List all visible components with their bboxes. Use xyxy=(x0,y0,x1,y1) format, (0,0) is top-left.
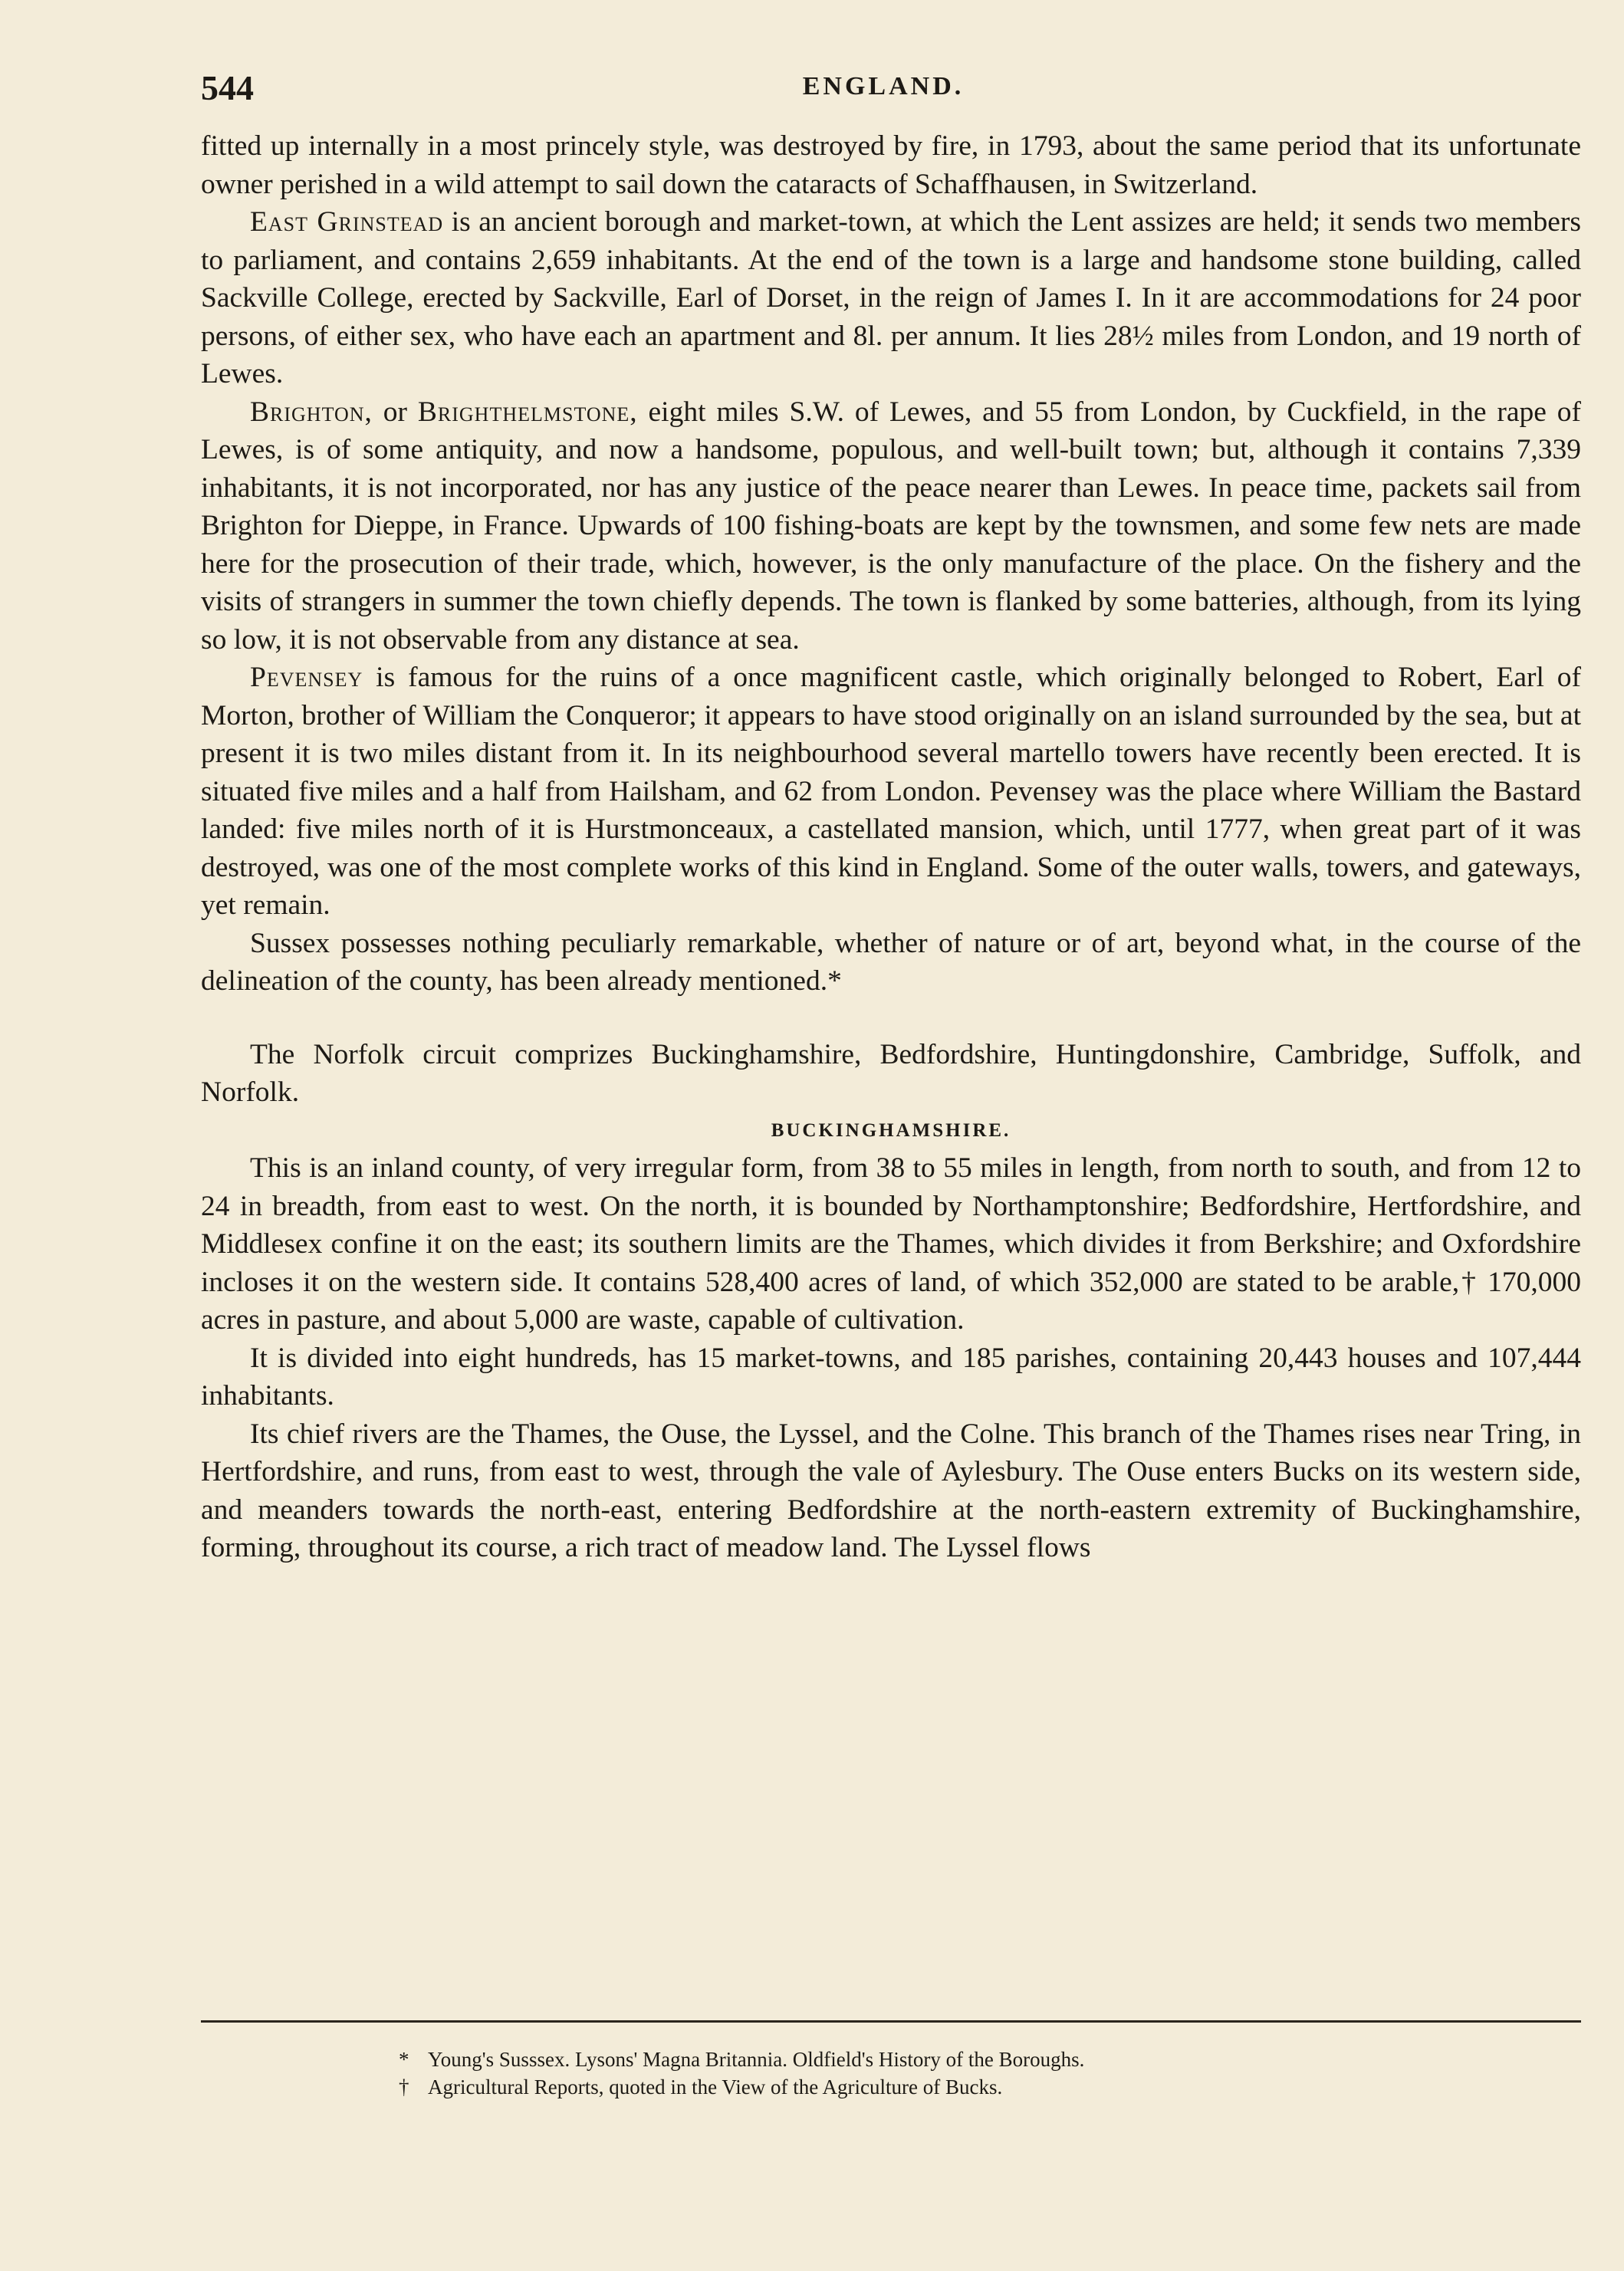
footnotes xyxy=(399,2046,1472,2101)
paragraph-east-grinstead xyxy=(201,203,1581,393)
footnote xyxy=(399,2046,1472,2073)
footnote-text: Young's Susssex. Lysons' Magna Britannia. Oldfield's History of the Boroughs. xyxy=(428,2048,1085,2071)
paragraph-pevensey-text: is famous for the ruins of a once magnificent castle, which originally belonged to Robert, Earl of Morton, brother of William the Conqueror; it appears to have stood originally on an island surrounded by the sea, but at present it is two miles distant from it. In its neighbourhood several martello towers have recently been erected. It is situated five miles and a half from Hailsham, and 62 from London. Pevensey was the place where William the Bastard landed: five miles north of it is Hurstmonceaux, a castellated mansion, which, until 1777, when great part of it was destroyed, was one of the most complete works of this kind in England. Some of the outer walls, towers, and gateways, yet remain. xyxy=(201,662,1581,921)
footnote-mark: * xyxy=(399,2048,409,2071)
footnote-mark: † xyxy=(399,2075,409,2098)
paragraph-east-grinstead-text: is an ancient borough and market-town, at which the Lent assizes are held; it sends two members to parliament, and contains 2,659 inhabitants. At the end of the town is a large and handsome stone building, called Sackville College, erected by Sackville, Earl of Dorset, in the reign of James I. In it are accommodations for 24 poor persons, of either sex, who have each an apartment and 8l. per annum. It lies 28½ miles from London, and 19 north of Lewes. xyxy=(201,206,1581,389)
paragraph-brighton-text: eight miles S.W. of Lewes, and 55 from London, by Cuckfield, in the rape of Lewes, is of some antiquity, and now a handsome, populous, and well-built town; but, although it contains 7,339 inhabitants, it is not incorporated, nor has any justice of the peace nearer than Lewes. In peace time, packets sail from Brighton for Dieppe, in France. Upwards of 100 fishing-boats are kept by the townsmen, and some few nets are made here for the prosecution of their trade, which, however, is the only manufacture of the place. On the fishery and the visits of strangers in summer the town chiefly depends. The town is flanked by some batteries, although, from its lying so low, it is not observable from any distance at sea. xyxy=(201,396,1581,656)
paragraph-norfolk-circuit: The Norfolk circuit comprizes Buckinghamshire, Bedfordshire, Huntingdonshire, Cambridge, Suffolk, and Norfolk. xyxy=(201,1038,1581,1108)
place-name-brighthelmstone: Brighthelmstone, xyxy=(417,396,638,428)
section-heading: BUCKINGHAMSHIRE. xyxy=(771,1119,1011,1141)
paragraph-bucks-intro: This is an inland county, of very irregular form, from 38 to 55 miles in length, from north to south, and from 12 to 24 in breadth, from east to west. On the north, it is bounded by Northamptonshire; Bedfordshire, Hertfordshire, and Middlesex confine it on the east; its southern limits are the Thames, which divides it from Berkshire; and Oxfordshire incloses it on the western side. It contains 528,400 acres of land, of which 352,000 are stated to be arable,† 170,000 acres in pasture, and about 5,000 are waste, capable of cultivation. xyxy=(201,1152,1581,1336)
paragraph-bucks-rivers: Its chief rivers are the Thames, the Ouse, the Lyssel, and the Colne. This branch of the Thames rises near Tring, in Hertfordshire, and runs, from east to west, through the vale of Aylesbury. The Ouse enters Bucks on its western side, and meanders towards the north-east, entering Bedfordshire at the north-eastern extremity of Buckinghamshire, forming, throughout its course, a rich tract of meadow land. The Lyssel flows xyxy=(201,1418,1581,1563)
footnote-divider xyxy=(201,2020,1581,2023)
paragraph-continuation: fitted up internally in a most princely style, was destroyed by fire, in 1793, about the same period that its unfortunate owner perished in a wild attempt to sail down the cataracts of Schaffhausen, in Switzerland. xyxy=(201,130,1581,200)
place-name-brighton: Brighton, xyxy=(250,396,373,428)
page-number: 544 xyxy=(201,68,254,107)
page-header xyxy=(201,67,1566,113)
running-head: ENGLAND. xyxy=(802,72,965,100)
place-name-east-grinstead: East Grinstead xyxy=(250,206,444,238)
paragraph-brighton xyxy=(201,393,1581,659)
body-text xyxy=(201,127,1581,1567)
paragraph-sussex: Sussex possesses nothing peculiarly remarkable, whether of nature or of art, beyond what, in the course of the delineation of the county, has been already mentioned.* xyxy=(201,927,1581,997)
footnote xyxy=(399,2073,1472,2101)
paragraph-bucks-hundreds: It is divided into eight hundreds, has 15 market-towns, and 185 parishes, containing 20,443 houses and 107,444 inhabitants. xyxy=(201,1342,1581,1412)
paragraph-brighton-or: or xyxy=(372,396,418,428)
paragraph-pevensey xyxy=(201,659,1581,925)
footnote-text: Agricultural Reports, quoted in the View of the Agriculture of Bucks. xyxy=(428,2075,1003,2098)
place-name-pevensey: Pevensey xyxy=(250,662,363,693)
